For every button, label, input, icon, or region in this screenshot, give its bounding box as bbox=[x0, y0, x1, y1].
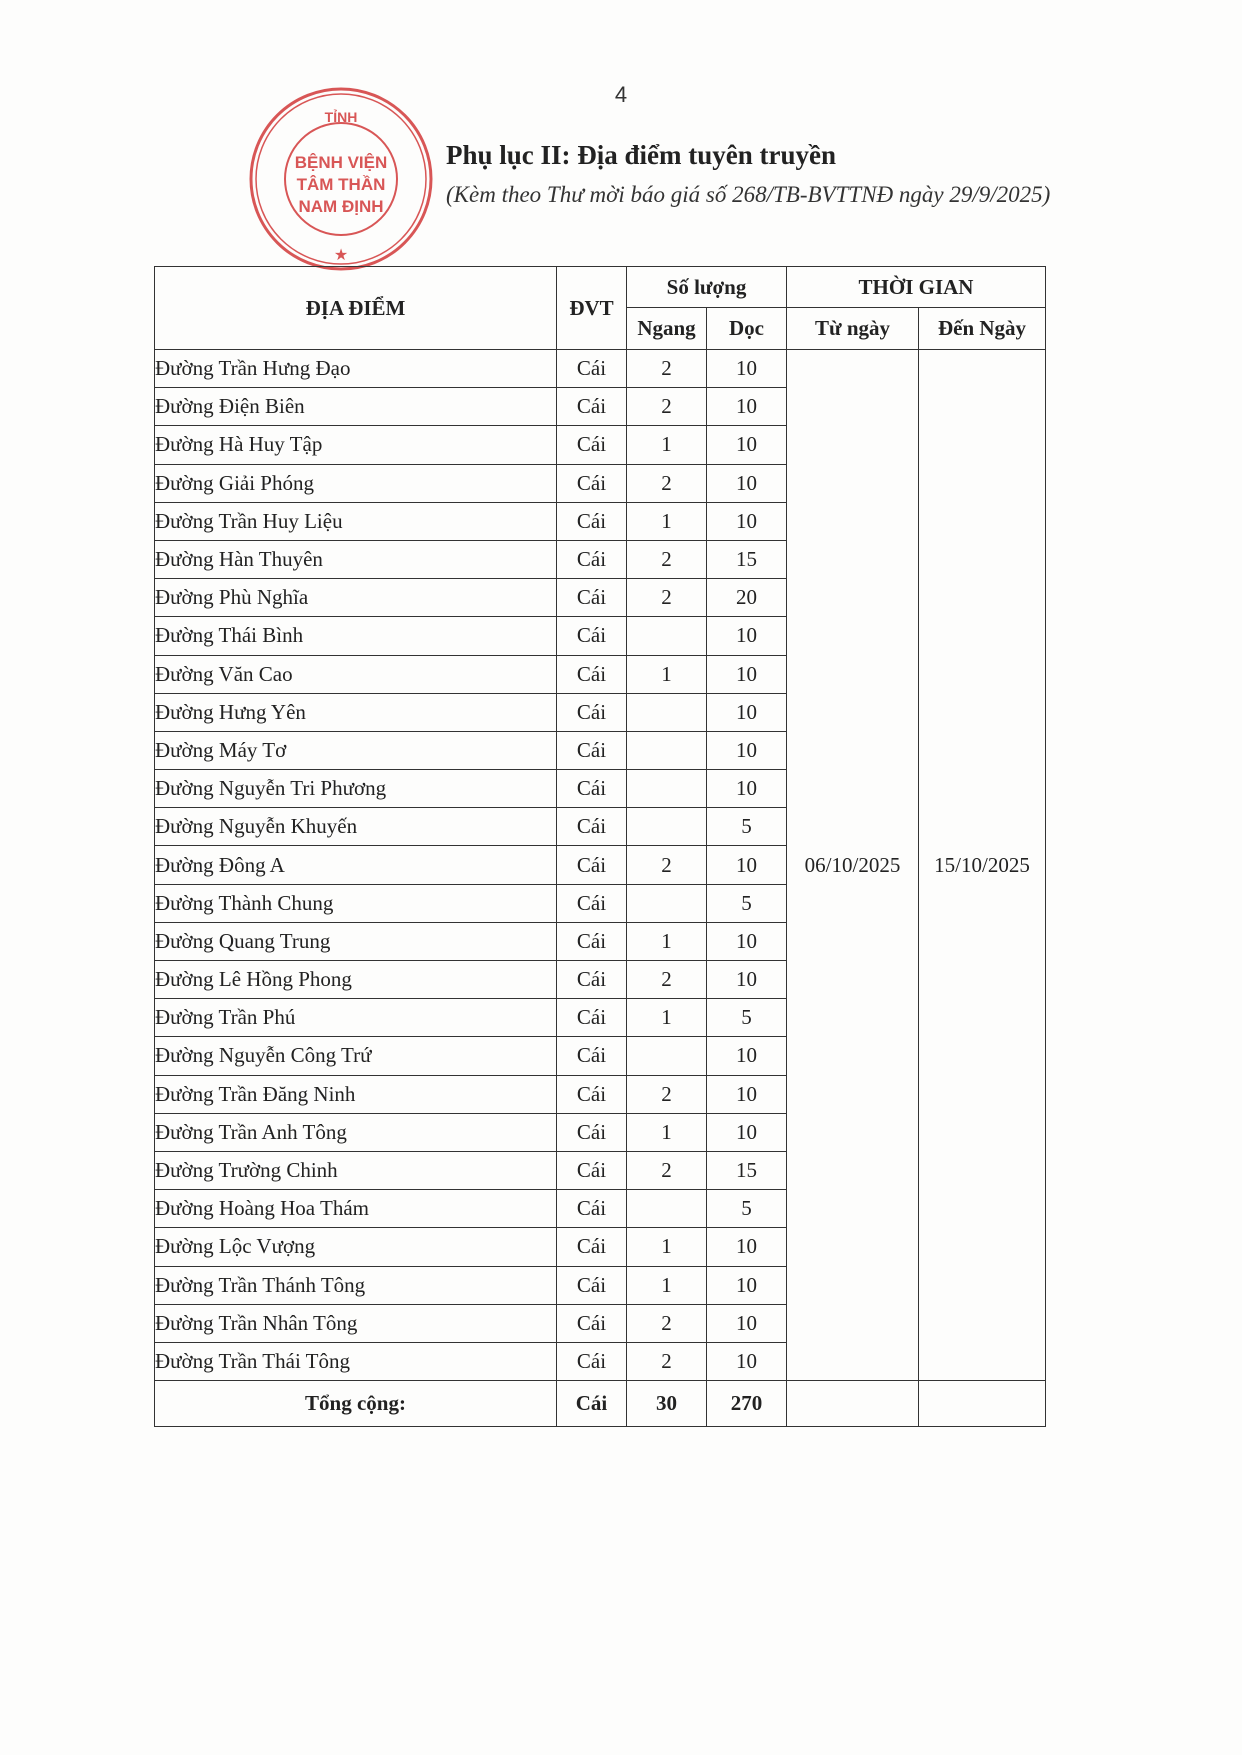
location-name: Đường Trần Anh Tông bbox=[155, 1113, 557, 1151]
horizontal-count: 2 bbox=[627, 540, 707, 578]
horizontal-count: 1 bbox=[627, 426, 707, 464]
horizontal-count: 2 bbox=[627, 846, 707, 884]
svg-text:TỈNH: TỈNH bbox=[324, 109, 358, 125]
location-name: Đường Hà Huy Tập bbox=[155, 426, 557, 464]
page-title: Phụ lục II: Địa điểm tuyên truyền bbox=[446, 140, 837, 170]
vertical-count: 10 bbox=[707, 388, 787, 426]
page-number: 4 bbox=[614, 82, 628, 107]
horizontal-count: 1 bbox=[627, 1228, 707, 1266]
horizontal-count bbox=[627, 693, 707, 731]
svg-text:BỆNH VIỆN: BỆNH VIỆN bbox=[294, 153, 388, 172]
total-vertical: 270 bbox=[707, 1381, 787, 1427]
total-label: Tổng cộng: bbox=[155, 1381, 557, 1427]
unit-cell: Cái bbox=[557, 1342, 627, 1380]
location-name: Đường Trần Phú bbox=[155, 999, 557, 1037]
header-location: ĐỊA ĐIỂM bbox=[155, 267, 557, 350]
header-unit: ĐVT bbox=[557, 267, 627, 350]
unit-cell: Cái bbox=[557, 1113, 627, 1151]
horizontal-count bbox=[627, 808, 707, 846]
vertical-count: 15 bbox=[707, 1151, 787, 1189]
vertical-count: 15 bbox=[707, 540, 787, 578]
unit-cell: Cái bbox=[557, 884, 627, 922]
header-to-date: Đến Ngày bbox=[919, 308, 1046, 350]
vertical-count: 10 bbox=[707, 770, 787, 808]
location-name: Đường Hoàng Hoa Thám bbox=[155, 1190, 557, 1228]
total-from-date-empty bbox=[787, 1381, 919, 1427]
vertical-count: 5 bbox=[707, 1190, 787, 1228]
horizontal-count: 2 bbox=[627, 961, 707, 999]
unit-cell: Cái bbox=[557, 579, 627, 617]
vertical-count: 10 bbox=[707, 1228, 787, 1266]
location-name: Đường Trần Hưng Đạo bbox=[155, 350, 557, 388]
horizontal-count: 1 bbox=[627, 1113, 707, 1151]
to-date-value: 15/10/2025 bbox=[919, 350, 1046, 1381]
unit-cell: Cái bbox=[557, 502, 627, 540]
unit-cell: Cái bbox=[557, 1037, 627, 1075]
location-name: Đường Điện Biên bbox=[155, 388, 557, 426]
location-name: Đường Máy Tơ bbox=[155, 731, 557, 769]
total-to-date-empty bbox=[919, 1381, 1046, 1427]
location-name: Đường Lộc Vượng bbox=[155, 1228, 557, 1266]
from-date-value: 06/10/2025 bbox=[787, 350, 919, 1381]
vertical-count: 5 bbox=[707, 808, 787, 846]
unit-cell: Cái bbox=[557, 388, 627, 426]
unit-cell: Cái bbox=[557, 1266, 627, 1304]
unit-cell: Cái bbox=[557, 1228, 627, 1266]
location-name: Đường Nguyễn Khuyến bbox=[155, 808, 557, 846]
locations-table bbox=[154, 266, 1046, 1427]
vertical-count: 5 bbox=[707, 884, 787, 922]
location-name: Đường Thành Chung bbox=[155, 884, 557, 922]
svg-text:★: ★ bbox=[333, 247, 349, 264]
total-row bbox=[155, 1381, 1046, 1427]
vertical-count: 20 bbox=[707, 579, 787, 617]
location-name: Đường Văn Cao bbox=[155, 655, 557, 693]
horizontal-count: 2 bbox=[627, 1151, 707, 1189]
location-name: Đường Giải Phóng bbox=[155, 464, 557, 502]
location-name: Đường Hàn Thuyên bbox=[155, 540, 557, 578]
location-name: Đường Lê Hồng Phong bbox=[155, 961, 557, 999]
unit-cell: Cái bbox=[557, 350, 627, 388]
location-name: Đường Hưng Yên bbox=[155, 693, 557, 731]
vertical-count: 10 bbox=[707, 1075, 787, 1113]
horizontal-count: 2 bbox=[627, 350, 707, 388]
location-name: Đường Trần Thánh Tông bbox=[155, 1266, 557, 1304]
horizontal-count: 2 bbox=[627, 464, 707, 502]
location-name: Đường Đông A bbox=[155, 846, 557, 884]
horizontal-count bbox=[627, 1190, 707, 1228]
unit-cell: Cái bbox=[557, 1190, 627, 1228]
vertical-count: 10 bbox=[707, 502, 787, 540]
unit-cell: Cái bbox=[557, 693, 627, 731]
vertical-count: 10 bbox=[707, 1037, 787, 1075]
total-unit: Cái bbox=[557, 1381, 627, 1427]
location-name: Đường Trần Huy Liệu bbox=[155, 502, 557, 540]
location-name: Đường Trần Đăng Ninh bbox=[155, 1075, 557, 1113]
location-name: Đường Quang Trung bbox=[155, 922, 557, 960]
total-horizontal: 30 bbox=[627, 1381, 707, 1427]
horizontal-count bbox=[627, 731, 707, 769]
vertical-count: 10 bbox=[707, 655, 787, 693]
unit-cell: Cái bbox=[557, 426, 627, 464]
horizontal-count: 2 bbox=[627, 1342, 707, 1380]
vertical-count: 10 bbox=[707, 426, 787, 464]
vertical-count: 5 bbox=[707, 999, 787, 1037]
location-name: Đường Nguyễn Tri Phương bbox=[155, 770, 557, 808]
horizontal-count: 1 bbox=[627, 922, 707, 960]
unit-cell: Cái bbox=[557, 655, 627, 693]
vertical-count: 10 bbox=[707, 1304, 787, 1342]
horizontal-count: 2 bbox=[627, 1304, 707, 1342]
location-name: Đường Trần Nhân Tông bbox=[155, 1304, 557, 1342]
svg-text:TÂM THẦN: TÂM THẦN bbox=[296, 175, 386, 194]
header-vertical: Dọc bbox=[707, 308, 787, 350]
vertical-count: 10 bbox=[707, 1266, 787, 1304]
horizontal-count bbox=[627, 1037, 707, 1075]
unit-cell: Cái bbox=[557, 770, 627, 808]
table-row bbox=[155, 350, 1046, 388]
vertical-count: 10 bbox=[707, 693, 787, 731]
horizontal-count: 1 bbox=[627, 999, 707, 1037]
horizontal-count: 2 bbox=[627, 579, 707, 617]
horizontal-count: 1 bbox=[627, 1266, 707, 1304]
header-horizontal: Ngang bbox=[627, 308, 707, 350]
location-name: Đường Nguyễn Công Trứ bbox=[155, 1037, 557, 1075]
unit-cell: Cái bbox=[557, 1075, 627, 1113]
vertical-count: 10 bbox=[707, 922, 787, 960]
horizontal-count: 1 bbox=[627, 502, 707, 540]
table-body bbox=[155, 350, 1046, 1381]
vertical-count: 10 bbox=[707, 961, 787, 999]
header-time: THỜI GIAN bbox=[787, 267, 1046, 308]
vertical-count: 10 bbox=[707, 617, 787, 655]
location-name: Đường Thái Bình bbox=[155, 617, 557, 655]
unit-cell: Cái bbox=[557, 999, 627, 1037]
unit-cell: Cái bbox=[557, 808, 627, 846]
page-subtitle: (Kèm theo Thư mời báo giá số 268/TB-BVTTNĐ ngày 29/9/2025) bbox=[446, 182, 1051, 207]
unit-cell: Cái bbox=[557, 540, 627, 578]
horizontal-count bbox=[627, 617, 707, 655]
location-name: Đường Trường Chinh bbox=[155, 1151, 557, 1189]
unit-cell: Cái bbox=[557, 922, 627, 960]
unit-cell: Cái bbox=[557, 846, 627, 884]
vertical-count: 10 bbox=[707, 464, 787, 502]
unit-cell: Cái bbox=[557, 1151, 627, 1189]
vertical-count: 10 bbox=[707, 1342, 787, 1380]
horizontal-count bbox=[627, 770, 707, 808]
header-quantity: Số lượng bbox=[627, 267, 787, 308]
unit-cell: Cái bbox=[557, 617, 627, 655]
location-name: Đường Phù Nghĩa bbox=[155, 579, 557, 617]
horizontal-count: 2 bbox=[627, 1075, 707, 1113]
vertical-count: 10 bbox=[707, 1113, 787, 1151]
unit-cell: Cái bbox=[557, 961, 627, 999]
location-name: Đường Trần Thái Tông bbox=[155, 1342, 557, 1380]
vertical-count: 10 bbox=[707, 846, 787, 884]
official-stamp bbox=[246, 84, 436, 274]
vertical-count: 10 bbox=[707, 350, 787, 388]
svg-text:NAM ĐỊNH: NAM ĐỊNH bbox=[298, 197, 384, 216]
horizontal-count bbox=[627, 884, 707, 922]
unit-cell: Cái bbox=[557, 464, 627, 502]
vertical-count: 10 bbox=[707, 731, 787, 769]
unit-cell: Cái bbox=[557, 731, 627, 769]
horizontal-count: 1 bbox=[627, 655, 707, 693]
unit-cell: Cái bbox=[557, 1304, 627, 1342]
header-from-date: Từ ngày bbox=[787, 308, 919, 350]
horizontal-count: 2 bbox=[627, 388, 707, 426]
